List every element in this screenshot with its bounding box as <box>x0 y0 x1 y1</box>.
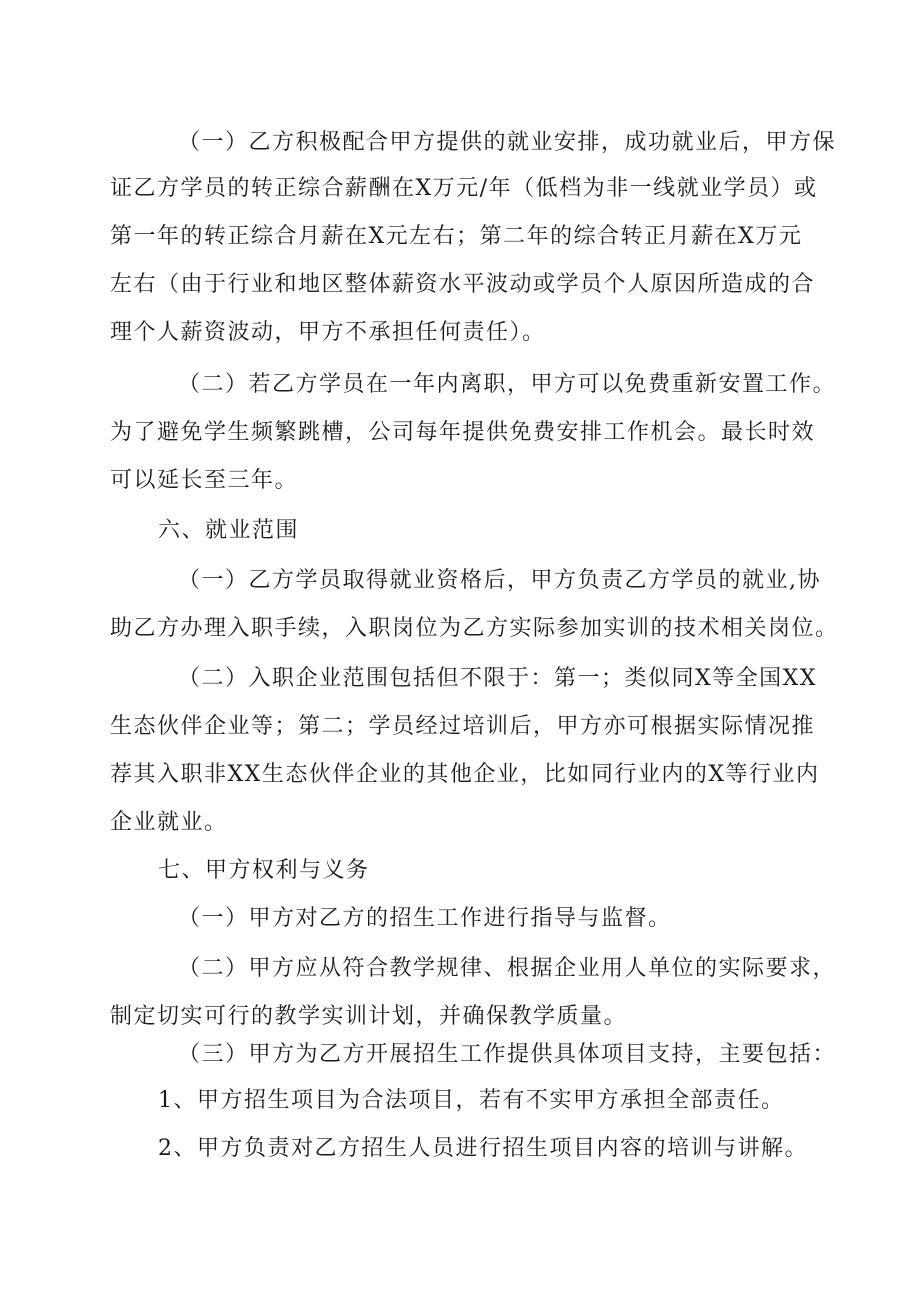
paragraph-line: （二）入职企业范围包括但不限于：第一；类似同X等全国XX <box>178 666 817 691</box>
paragraph-line: 第一年的转正综合月薪在X元左右；第二年的综合转正月薪在X万元 <box>110 224 803 249</box>
section-heading: 七、甲方权利与义务 <box>158 858 370 883</box>
list-item: 1、甲方招生项目为合法项目，若有不实甲方承担全部责任。 <box>158 1088 785 1113</box>
section-heading: 六、就业范围 <box>158 518 300 543</box>
paragraph-line: 制定切实可行的教学实训计划，并确保教学质量。 <box>110 1004 628 1029</box>
paragraph-line: （三）甲方为乙方开展招生工作提供具体项目支持，主要包括： <box>178 1042 837 1067</box>
paragraph-line: 证乙方学员的转正综合薪酬在X万元/年（低档为非一线就业学员）或 <box>110 176 818 201</box>
paragraph-line: 为了避免学生频繁跳槽，公司每年提供免费安排工作机会。最长时效 <box>110 420 816 445</box>
paragraph-line: 生态伙伴企业等；第二；学员经过培训后，甲方亦可根据实际情况推 <box>110 714 816 739</box>
list-item: 2、甲方负责对乙方招生人员进行招生项目内容的培训与讲解。 <box>158 1136 808 1161</box>
paragraph-line: 左右（由于行业和地区整体薪资水平波动或学员个人原因所造成的合 <box>110 272 816 297</box>
paragraph-line: （二）甲方应从符合教学规律、根据企业用人单位的实际要求， <box>178 956 837 981</box>
paragraph-line: 企业就业。 <box>110 810 228 835</box>
paragraph-line: （一）乙方积极配合甲方提供的就业安排，成功就业后，甲方保 <box>178 130 837 155</box>
paragraph-line: （一）甲方对乙方的招生工作进行指导与监督。 <box>178 906 672 931</box>
paragraph-line: 可以延长至三年。 <box>110 468 299 493</box>
paragraph-line: （二）若乙方学员在一年内离职，甲方可以免费重新安置工作。 <box>178 372 837 397</box>
paragraph-line: 助乙方办理入职手续，入职岗位为乙方实际参加实训的技术相关岗位。 <box>110 616 839 641</box>
paragraph-line: 理个人薪资波动，甲方不承担任何责任）。 <box>110 320 546 345</box>
paragraph-line: （一）乙方学员取得就业资格后，甲方负责乙方学员的就业,协 <box>178 568 821 593</box>
paragraph-line: 荐其入职非XX生态伙伴企业的其他企业，比如同行业内的X等行业内 <box>110 762 820 787</box>
